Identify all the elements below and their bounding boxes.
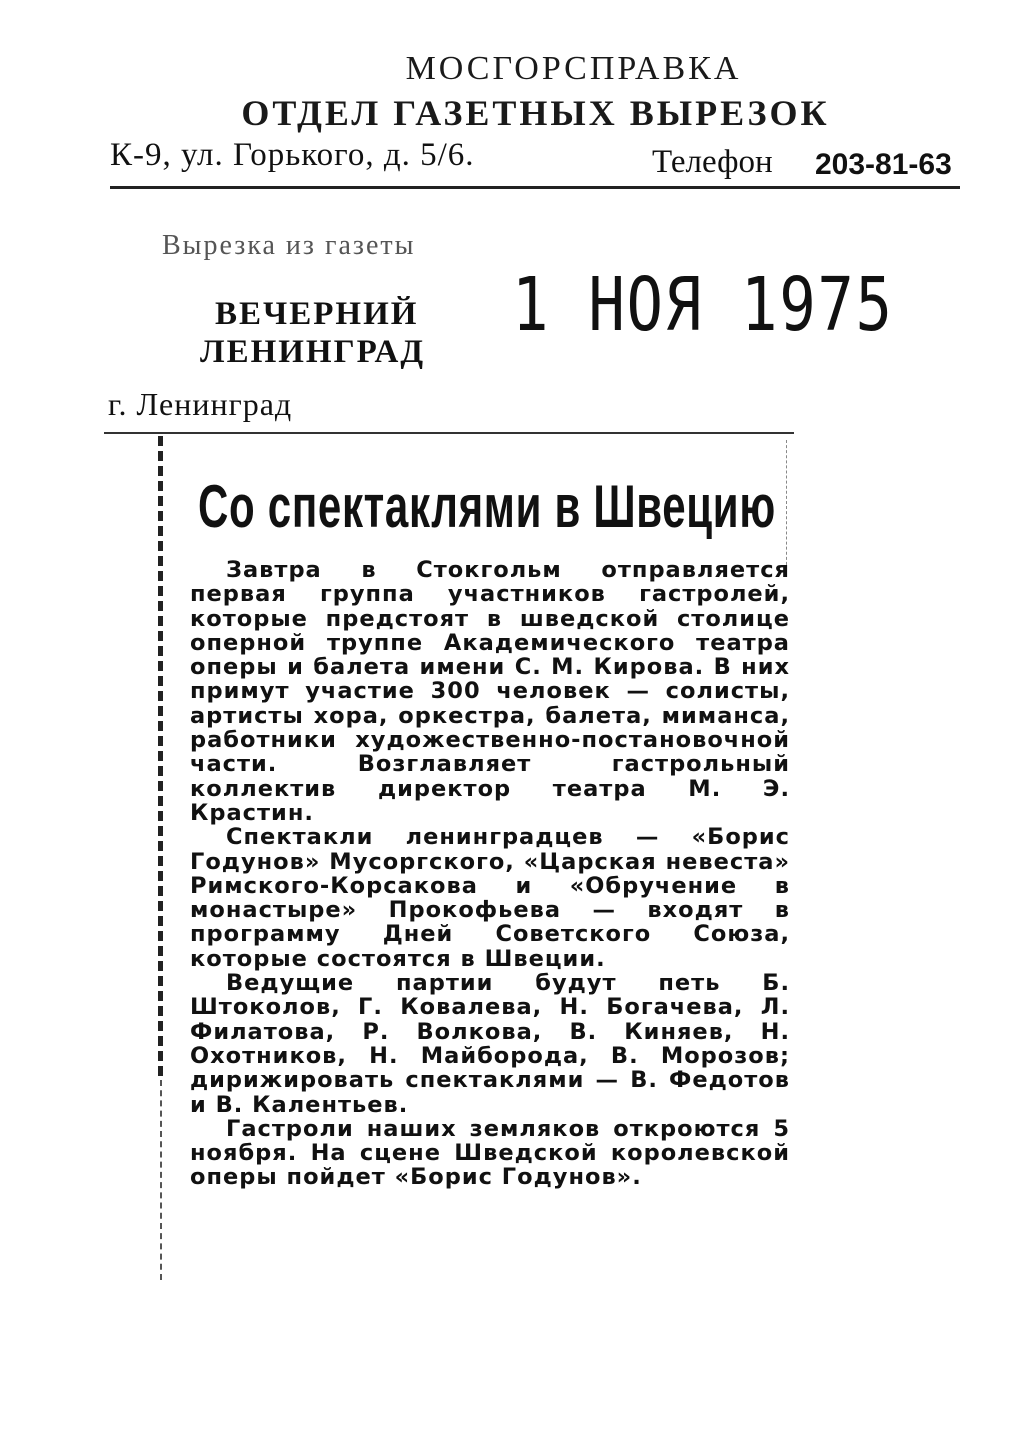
phone-number: 203-81-63 [815,148,952,181]
clipping-label: Вырезка из газеты [162,230,416,261]
agency-header: МОСГОРСПРАВКА [405,50,742,87]
article-paragraph: Ведущие партии будут петь Б. Штоколов, Г. Ковалева, Н. Богачева, Л. Филатова, Р. Волкова, В. Киняев, Н. Охотников, Н. Майборода, В. Морозов; дирижировать спектаклями — В. Федотов и В. Калентьев. [190,970,790,1118]
article-paragraph: Спектакли ленинградцев — «Борис Годунов» Мусоргского, «Царская невеста» Римского-Корсакова и «Обручение в монастыре» Прокофьева — входят в программу Дней Советского Союза, которые состоятся в Швеции. [190,824,790,972]
address-text: К-9, ул. Горького, д. 5/6. [110,137,475,173]
clipping-left-edge-lower [160,1080,162,1280]
clipping-right-edge [786,440,787,570]
article-paragraph: Гастроли наших земляков откроются 5 ноября. На сцене Шведской королевской оперы пойдет «Борис Годунов». [190,1115,790,1191]
article-paragraph: Завтра в Стокгольм отправляется первая группа участников гастролей, которые предстоят в шведской столице оперной труппе Академического театра оперы и балета имени С. М. Кирова. В них примут участие 300 человек — солисты, артисты хора, оркестра, балета, миманса, работники художественно-постановочной части. Возглавляет гастрольный коллектив директор театра М. Э. Крастин. [190,557,790,826]
clipping-divider [104,432,794,434]
header-divider [110,186,960,189]
article-body [190,558,790,1190]
article-title: Со спектаклями в Швецию [198,473,776,540]
newspaper-name-line2: ЛЕНИНГРАД [200,334,426,370]
phone-label: Телефон [652,144,773,180]
city-label: г. Ленинград [108,386,293,422]
date-stamp: 1 НОЯ 1975 [512,262,894,348]
clipping-left-edge [158,436,163,1076]
department-header: ОТДЕЛ ГАЗЕТНЫХ ВЫРЕЗОК [241,93,830,133]
newspaper-name-line1: ВЕЧЕРНИЙ [215,296,419,332]
